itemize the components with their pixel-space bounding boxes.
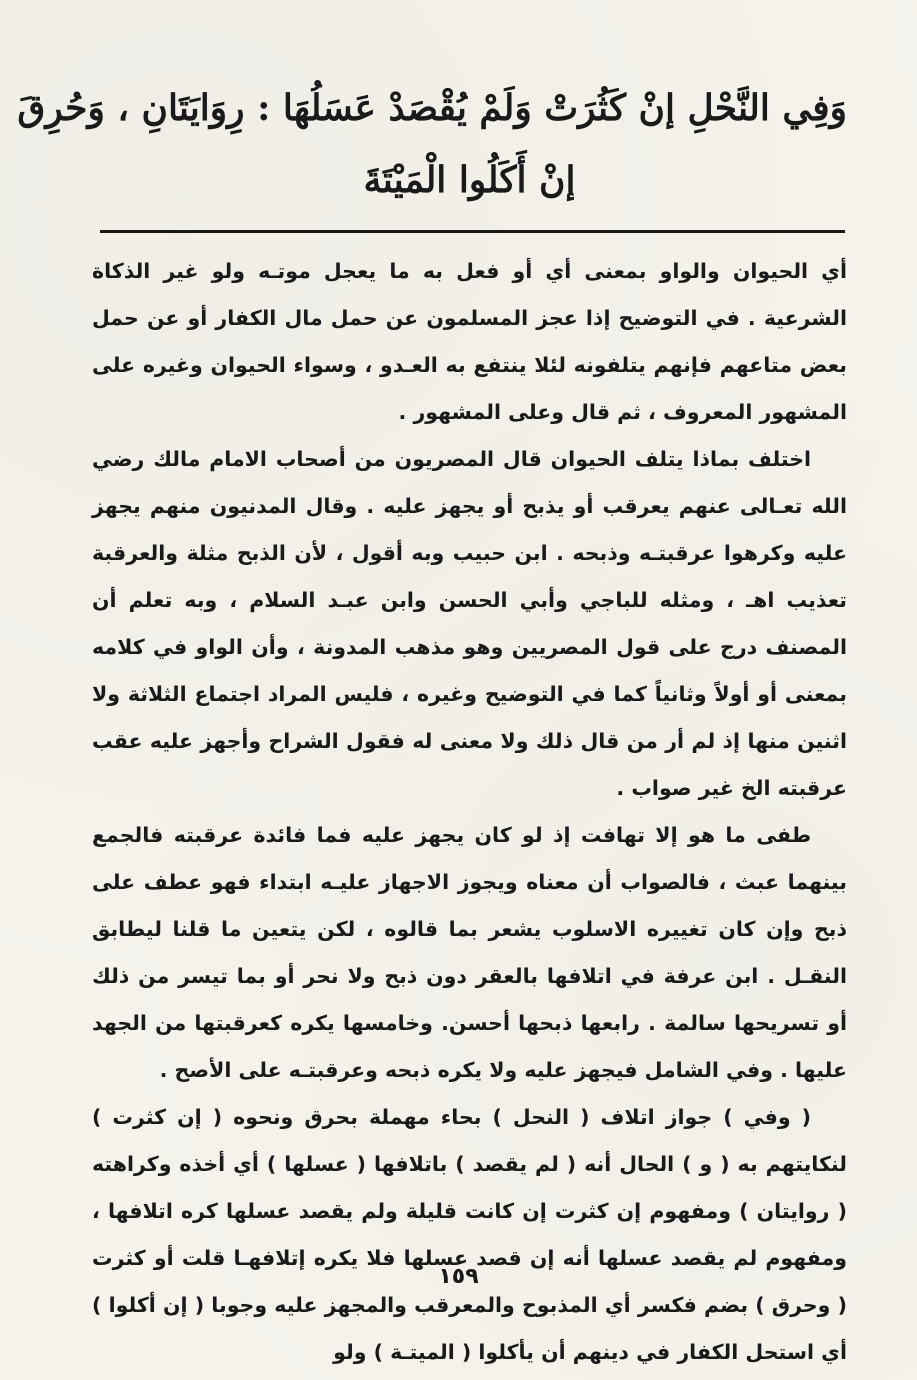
heading-line-2: إنْ أَكَلُوا الْمَيْتَةَ — [363, 159, 576, 201]
paragraph-2: اختلف بماذا يتلف الحيوان قال المصريون من أصحاب الامام مالك رضي الله تعـالى عنهم يعرقب أو يذبح أو يجهز عليه . وقال المدنيون منهم يجهز عليه وكرهوا عرقبتـه وذبحه . ابن حبيب وبه أقول ، لأن الذبح مثلة والعرقبة تعذيب اهـ ، ومثله للباجي وأبي الحسن وابن عبـد السلام ، وبه تعلم أن المصنف درج على قول المصريين وهو مذهب المدونة ، وأن الواو في كلامه بمعنى أو أولاً وثانياً كما في التوضيح وغيره ، فليس المراد اجتماع الثلاثة ولا اثنين منها إذ لم أر من قال ذلك ولا معنى له فقول الشراح وأجهز عليه عقب عرقبته الخ غير صواب . — [92, 447, 847, 800]
paragraph-4: ( وفي ) جواز اتلاف ( النحل ) بحاء مهملة بحرق ونحوه ( إن كثرت ) لنكايتهم به ( و ) الحال أنه ( لم يقصد ) باتلافها ( عسلها ) أي أخذه وكراهته ( روايتان ) ومفهوم إن كثرت إن كانت قليلة ولم يقصد عسلها كره اتلافها ، ومفهوم لم يقصد عسلها أنه إن قصد عسلها فلا يكره إتلافهـا قلت أو كثرت ( وحرق ) بضم فكسر أي المذبوح والمعرقب والمجهز عليه وجوبا ( إن أكلوا ) أي استحل الكفار في دينهم أن يأكلوا ( الميتـة ) ولو — [92, 1105, 847, 1364]
paragraph-3: طفى ما هو إلا تهافت إذ لو كان يجهز عليه فما فائدة عرقبته فالجمع بينهما عبث ، فالصواب أن معناه ويجوز الاجهاز عليـه ابتداء فهو عطف على ذبح وإن كان تغييره الاسلوب يشعر بما قالوه ، لكن يتعين ما قلنا ليطابق النقـل . ابن عرفة في اتلافها بالعقر دون ذبح ولا نحر أو بما تيسر من ذلك أو تسريحها سالمة . رابعها ذبحها أحسن. وخامسها يكره كعرقبتها من الجهد عليها . وفي الشامل فيجهز عليه ولا يكره ذبحه وعرقبتـه على الأصح . — [92, 823, 847, 1082]
heading-line-1: وَفِي النَّحْلِ إنْ كَثُرَتْ وَلَمْ يُقْصَدْ عَسَلُهَا : رِوَايَتَانِ ، وَحُرِقَ — [17, 87, 847, 129]
horizontal-rule — [100, 230, 845, 233]
paragraph-1: أي الحيوان والواو بمعنى أي أو فعل به ما يعجل موتـه ولو غير الذكاة الشرعية . في التوضيح إذا عجز المسلمون عن حمل مال الكفار أو عن حمل بعض متاعهم فإنهم يتلفونه لئلا ينتفع به العـدو ، وسواء الحيوان وغيره على المشهور المعروف ، ثم قال وعلى المشهور . — [92, 259, 847, 424]
body-text — [92, 248, 847, 1376]
chapter-heading — [17, 72, 847, 216]
page-number: ١٥٩ — [438, 1264, 479, 1289]
